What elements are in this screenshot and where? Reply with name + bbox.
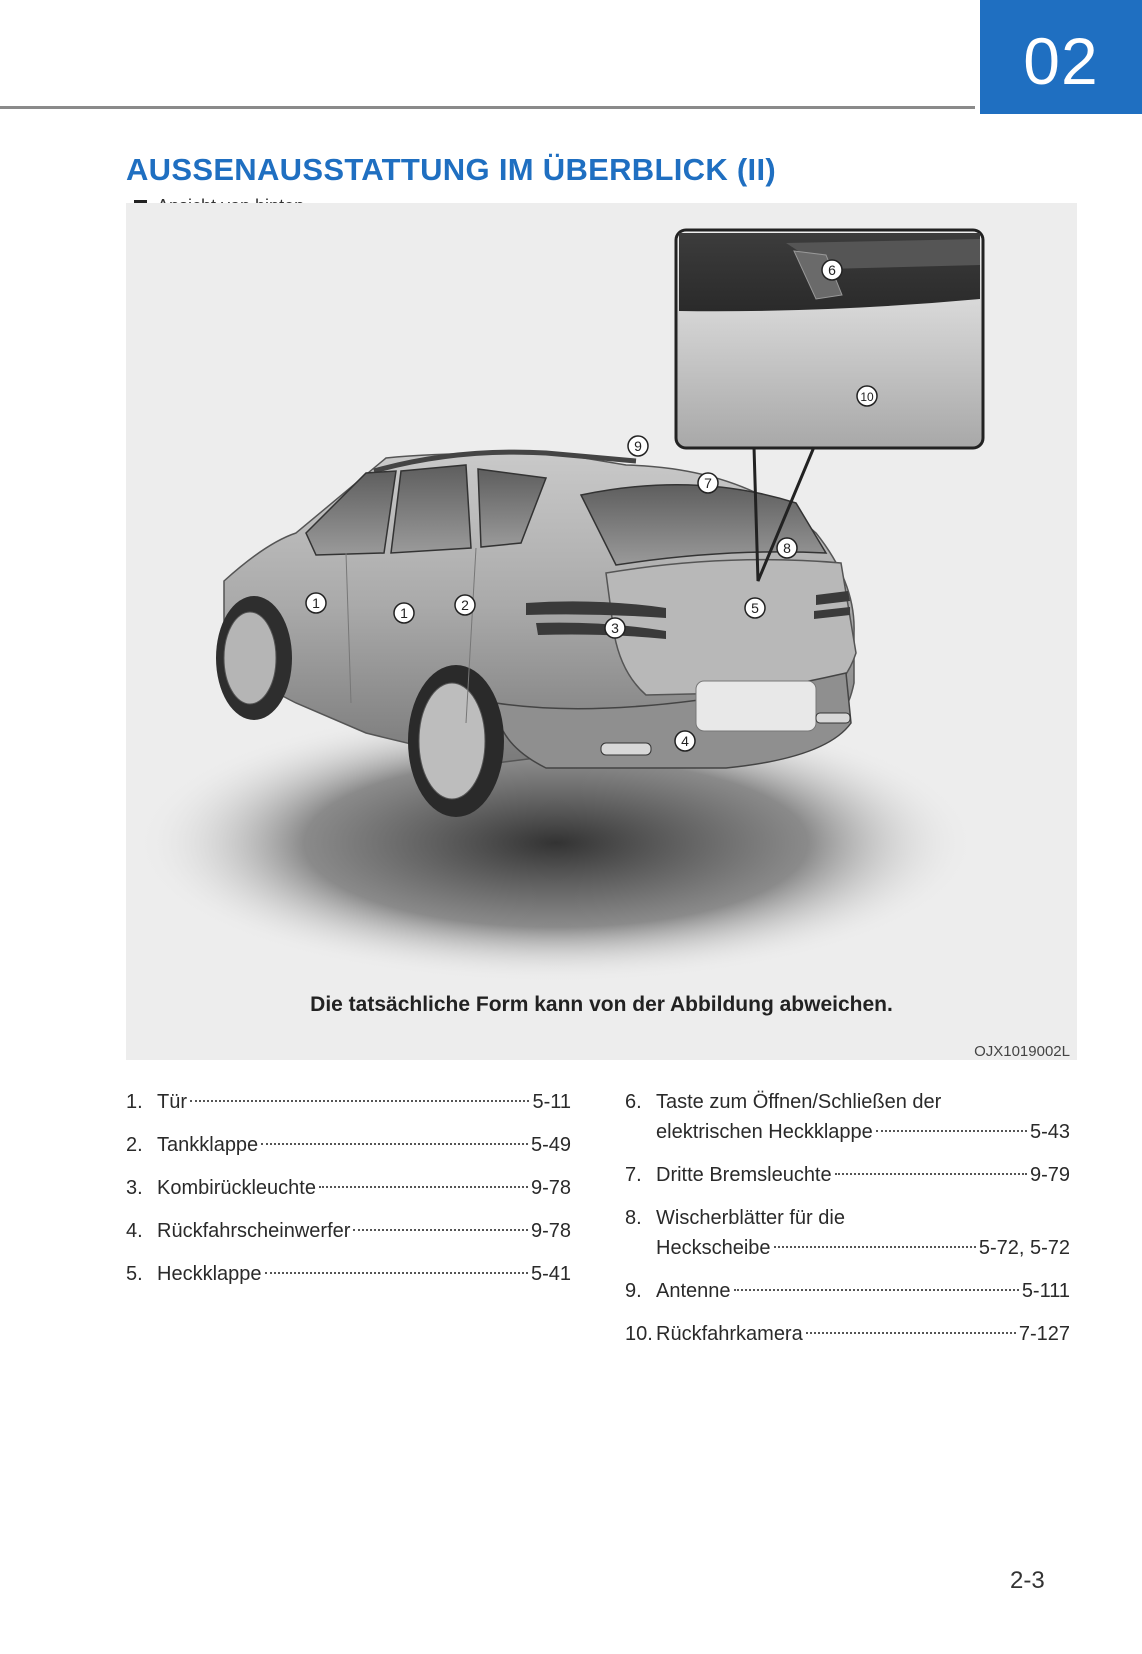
legend-label: Tür [157, 1091, 187, 1113]
legend-item: 5. Heckklappe 5-41 [126, 1259, 571, 1289]
callout-3 [605, 618, 625, 638]
license-plate-area [696, 681, 816, 731]
legend-item: 7. Dritte Bremsleuchte 9-79 [625, 1160, 1070, 1190]
legend-page: 9-78 [530, 1177, 571, 1199]
svg-text:8: 8 [783, 540, 791, 556]
vehicle-figure [126, 203, 1077, 1060]
legend-label: Dritte Bremsleuchte [656, 1164, 832, 1186]
legend-label: Rückfahrkamera [656, 1323, 803, 1345]
legend-page: 9-78 [530, 1220, 571, 1242]
leader-dots [190, 1100, 529, 1102]
legend-page: 7-127 [1018, 1323, 1070, 1345]
leader-dots [353, 1229, 528, 1231]
legend-label: Rückfahrscheinwerfer [157, 1220, 351, 1242]
header-rule [0, 106, 975, 109]
legend-label: Taste zum Öffnen/Schließen der [656, 1091, 942, 1113]
tailgate [606, 560, 856, 695]
legend-item: 10. Rückfahrkamera 7-127 [625, 1319, 1070, 1349]
callout-1-rear [394, 603, 414, 623]
legend-item: 3. Kombirückleuchte 9-78 [126, 1173, 571, 1203]
callout-2 [455, 595, 475, 615]
legend-left [126, 1087, 571, 1302]
legend-item: 6. Taste zum Öffnen/Schließen der elektrischen Heckklappe 5-43 [625, 1087, 1070, 1147]
side-window-rear [391, 465, 471, 553]
callout-7 [698, 473, 718, 493]
legend-page: 5-43 [1029, 1121, 1070, 1143]
svg-text:4: 4 [681, 733, 689, 749]
legend-item: 4. Rückfahrscheinwerfer 9-78 [126, 1216, 571, 1246]
svg-text:10: 10 [860, 390, 874, 404]
svg-text:3: 3 [611, 620, 619, 636]
wheel-rear-rim [419, 683, 485, 799]
svg-text:5: 5 [751, 600, 759, 616]
svg-text:1: 1 [400, 605, 408, 621]
leader-dots [876, 1130, 1027, 1132]
leader-dots [835, 1173, 1027, 1175]
callout-10 [857, 386, 877, 406]
legend-page: 9-79 [1029, 1164, 1070, 1186]
legend-item: 9. Antenne 5-111 [625, 1276, 1070, 1306]
legend-label: Tankklappe [157, 1134, 259, 1156]
callout-4 [675, 731, 695, 751]
leader-dots [265, 1272, 528, 1274]
legend-label: Heckklappe [157, 1263, 262, 1285]
leader-dots [734, 1289, 1019, 1291]
svg-text:7: 7 [704, 475, 712, 491]
page-title: AUSSENAUSSTATTUNG IM ÜBERBLICK (II) [126, 152, 776, 187]
legend-page: 5-11 [532, 1091, 571, 1113]
chapter-tab [980, 0, 1142, 114]
leader-dots [806, 1332, 1016, 1334]
svg-text:2: 2 [461, 597, 469, 613]
leader-dots [319, 1186, 528, 1188]
chapter-number: 02 [1023, 24, 1099, 98]
legend-page: 5-41 [530, 1263, 571, 1285]
figure-code: OJX1019002L [974, 1043, 1070, 1060]
legend-label: Antenne [656, 1280, 731, 1302]
callout-6 [822, 260, 842, 280]
leader-dots [261, 1143, 528, 1145]
legend-label: Kombirückleuchte [157, 1177, 316, 1199]
figure-disclaimer: Die tatsächliche Form kann von der Abbildung abweichen. [310, 993, 893, 1016]
page-number: 2-3 [1010, 1567, 1045, 1594]
svg-text:6: 6 [828, 262, 836, 278]
wheel-front-rim [224, 612, 276, 704]
vehicle-illustration [126, 203, 1077, 1060]
legend-item: 2. Tankklappe 5-49 [126, 1130, 571, 1160]
legend-right [625, 1087, 1070, 1362]
callout-9 [628, 436, 648, 456]
callout-8 [777, 538, 797, 558]
legend-page: 5-49 [530, 1134, 571, 1156]
legend-item: 1. Tür 5-11 [126, 1087, 571, 1117]
leader-dots [774, 1246, 976, 1248]
legend-label: elektrischen Heckklappe [656, 1121, 873, 1143]
callout-1-front [306, 593, 326, 613]
legend-label: Wischerblätter für die [656, 1207, 845, 1229]
legend-label: Heckscheibe [656, 1237, 771, 1259]
legend-item: 8. Wischerblätter für die Heckscheibe 5-72, 5-72 [625, 1203, 1070, 1263]
callout-5 [745, 598, 765, 618]
legend-page: 5-72, 5-72 [978, 1237, 1070, 1259]
exhaust-left [601, 743, 651, 755]
svg-text:1: 1 [312, 595, 320, 611]
exhaust-right [816, 713, 850, 723]
legend-page: 5-111 [1021, 1280, 1070, 1302]
svg-text:9: 9 [634, 438, 642, 454]
